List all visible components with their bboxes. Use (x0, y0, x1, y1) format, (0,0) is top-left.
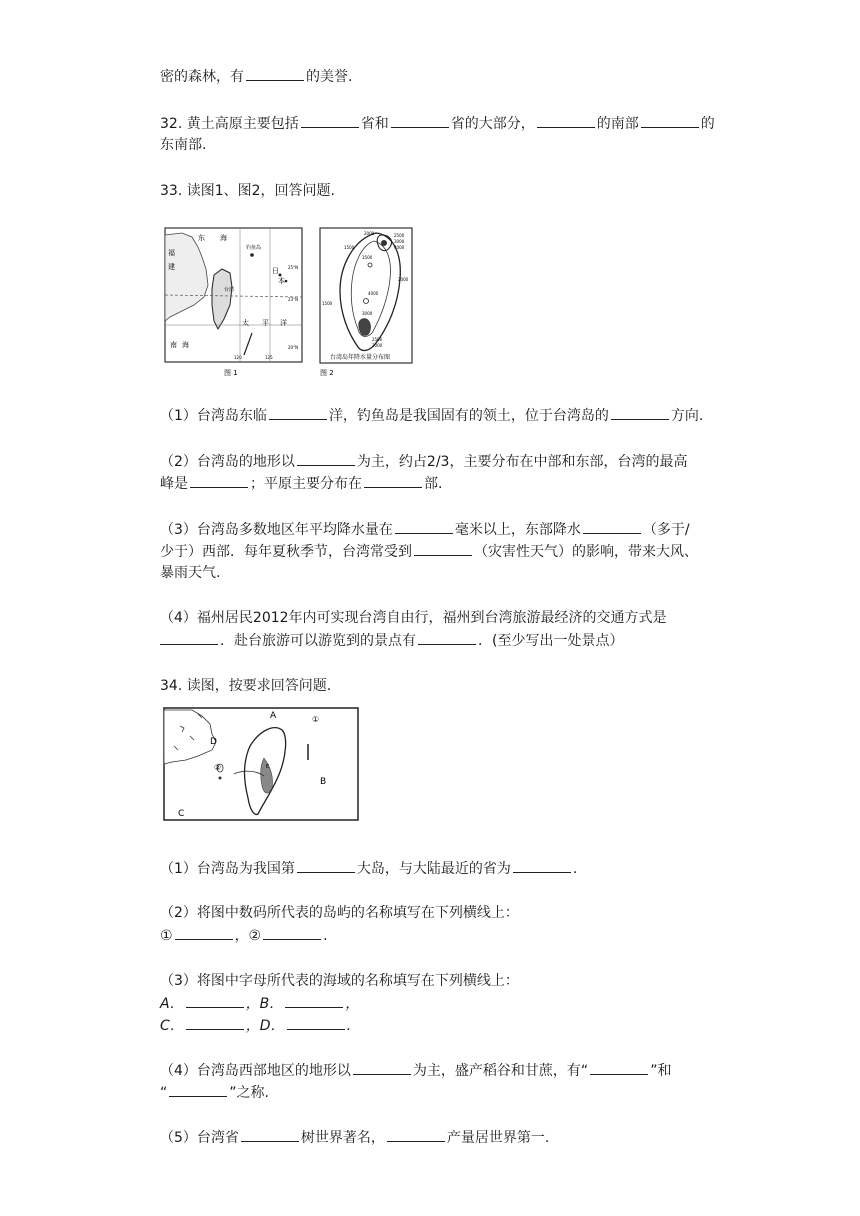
contour-label: 2500 (394, 233, 405, 238)
text: （4）台湾岛西部地区的地形以 (160, 1063, 351, 1079)
text: （3）台湾岛多数地区年平均降水量在 (160, 522, 393, 538)
text-line (160, 1015, 351, 1036)
answer-blank[interactable] (611, 405, 669, 420)
text: ，② (234, 928, 262, 944)
text: 34. 读图，按要求回答问题. (160, 678, 332, 694)
text: 少于）西部．每年夏秋季节，台湾常受到 (160, 544, 412, 560)
grid-label: 120 (234, 355, 242, 360)
text: 省和 (360, 116, 389, 132)
answer-blank[interactable] (364, 473, 422, 488)
text: 洋，钓鱼岛是我国固有的领土，位于台湾岛的 (328, 408, 609, 424)
text: 密的森林，有 (160, 69, 244, 85)
answer-blank[interactable] (590, 1060, 648, 1075)
map-label: 台湾 (224, 287, 235, 293)
text-line (160, 541, 698, 562)
text: 大岛，与大陆最近的省为 (356, 861, 511, 877)
map-label: 建 (168, 263, 175, 271)
map-title: 台湾岛年降水量分布图 (330, 354, 391, 361)
map-label: 钓鱼岛 (246, 245, 262, 251)
contour-label: 2500 (372, 337, 383, 342)
answer-blank[interactable] (513, 858, 571, 873)
text: 的 (700, 116, 715, 132)
question-33-3 (160, 519, 690, 540)
map-number-2: ② (214, 763, 222, 772)
answer-blank[interactable] (583, 519, 641, 534)
text: . (346, 1018, 352, 1034)
text: 东南部. (160, 137, 207, 153)
question-34-title (160, 676, 331, 696)
text: （灾害性天气）的影响，带来大风、 (474, 544, 698, 560)
grid-label: 23°N (288, 297, 299, 302)
answer-blank[interactable] (186, 993, 244, 1008)
text: （5）台湾省 (160, 1130, 239, 1146)
text-line (160, 563, 220, 583)
text: 为主，盛产稻谷和甘蔗，有“ (412, 1063, 589, 1079)
map-label: 本 (278, 277, 285, 285)
answer-blank[interactable] (387, 1127, 445, 1142)
question-33-4 (160, 608, 667, 628)
text: ；平原主要分布在 (250, 476, 362, 492)
answer-blank[interactable] (395, 519, 453, 534)
question-34-5 (160, 1127, 549, 1148)
map-label: 福 (168, 249, 175, 257)
text: 为主，约占2/3，主要分布在中部和东部，台湾的最高 (356, 454, 688, 470)
contour-label: 2000 (372, 343, 383, 348)
answer-blank[interactable] (301, 113, 359, 128)
figure-caption: 图 2 (320, 369, 334, 377)
text: ．(至少写出一处景点） (478, 633, 624, 649)
text: 33. 读图1、图2，回答问题. (160, 183, 335, 199)
contour-label: 4000 (394, 245, 405, 250)
answer-blank[interactable] (263, 925, 321, 940)
text: A． (160, 996, 184, 1012)
answer-blank[interactable] (297, 451, 355, 466)
answer-blank[interactable] (414, 541, 472, 556)
map-letter-d: D (210, 737, 217, 747)
map-label: 海 (182, 341, 189, 349)
text: 省的大部分， (450, 116, 535, 132)
map-letter-a: A (270, 711, 277, 721)
text: 暴雨天气. (160, 565, 221, 581)
answer-blank[interactable] (175, 925, 233, 940)
answer-blank[interactable] (353, 1060, 411, 1075)
answer-blank[interactable] (241, 1127, 299, 1142)
answer-blank[interactable] (246, 66, 304, 81)
text: ”和 (650, 1063, 672, 1079)
question-33-title (160, 181, 335, 201)
text-line (160, 66, 352, 87)
answer-blank[interactable] (297, 858, 355, 873)
text: （4）福州居民2012年内可实现台湾自由行，福州到台湾旅游最经济的交通方式是 (160, 610, 667, 626)
question-34-2 (160, 903, 519, 923)
answer-blank[interactable] (186, 1015, 244, 1030)
text: 产量居世界第一. (446, 1130, 550, 1146)
figure-caption: 图 1 (224, 369, 238, 377)
figure-1-taiwan-location-map (162, 225, 312, 380)
text: ．赴台旅游可以游览到的景点有 (220, 633, 416, 649)
island-dot (219, 777, 222, 780)
grid-label: 25°N (288, 265, 299, 270)
text: ① (160, 928, 173, 944)
map-number-1: ① (312, 715, 320, 724)
answer-blank[interactable] (269, 405, 327, 420)
answer-blank[interactable] (285, 993, 343, 1008)
answer-blank[interactable] (537, 113, 595, 128)
text: . (323, 928, 328, 944)
text: ， (345, 996, 360, 1012)
question-34-4 (160, 1060, 671, 1081)
text: 峰是 (160, 476, 188, 492)
text: 32. 黄土高原主要包括 (160, 116, 299, 132)
question-34-3 (160, 971, 519, 991)
map-letter-c: C (178, 809, 185, 819)
contour-label: 1500 (322, 301, 333, 306)
ryukyu-islands-marker (285, 280, 288, 283)
map-label: 海 (220, 234, 227, 242)
text-line (160, 925, 328, 946)
rainfall-peak (381, 240, 387, 246)
answer-blank[interactable] (641, 113, 699, 128)
answer-blank[interactable] (169, 1082, 227, 1097)
text-line (160, 630, 623, 651)
map-letter-b: B (320, 777, 327, 787)
text: （2）台湾岛的地形以 (160, 454, 295, 470)
contour-label: 3000 (394, 239, 405, 244)
question-33-2 (160, 451, 687, 472)
map-label: 平 (262, 319, 269, 327)
grid-label: 20°N (288, 345, 299, 350)
contour-label: 4000 (368, 291, 379, 296)
text: 方向. (670, 408, 704, 424)
text: 的美誉. (306, 69, 353, 85)
figure-2-rainfall-map (318, 225, 418, 380)
text: 的南部 (596, 116, 639, 132)
question-32-line (160, 113, 715, 134)
map-letter-e: E (266, 764, 270, 770)
contour-label: 1500 (344, 245, 355, 250)
text: C． (160, 1018, 184, 1034)
map-label: 日 (272, 267, 279, 275)
text: . (572, 861, 578, 877)
text-line (160, 1082, 269, 1103)
map-label: 东 (198, 234, 205, 242)
answer-blank[interactable] (391, 113, 449, 128)
contour-label: 1500 (362, 255, 373, 260)
grid-label: 125 (265, 355, 273, 360)
answer-blank[interactable] (287, 1015, 345, 1030)
text-line (160, 473, 442, 494)
text: “ (160, 1085, 168, 1101)
map-label: 太 (242, 319, 249, 327)
answer-blank[interactable] (160, 630, 218, 645)
contour-label: 2000 (364, 231, 375, 236)
text-line (160, 993, 359, 1014)
diaoyu-island-marker (250, 253, 254, 257)
map-label: 洋 (280, 319, 287, 327)
text: ，D． (245, 1018, 285, 1034)
contour-label: 2000 (398, 277, 409, 282)
question-34-1 (160, 858, 577, 879)
contour-label: 3000 (362, 311, 373, 316)
answer-blank[interactable] (190, 473, 248, 488)
figure-3-taiwan-map (162, 706, 362, 822)
text: 树世界著名， (300, 1130, 385, 1146)
text: （2）将图中数码所代表的岛屿的名称填写在下列横线上： (160, 905, 519, 921)
text: 部. (424, 476, 443, 492)
text: （1）台湾岛为我国第 (160, 861, 295, 877)
text: （1）台湾岛东临 (160, 408, 267, 424)
text: （多于/ (642, 522, 690, 538)
text: （3）将图中字母所代表的海域的名称填写在下列横线上： (160, 973, 519, 989)
text: ，B． (245, 996, 284, 1012)
answer-blank[interactable] (418, 630, 476, 645)
text-line (160, 135, 206, 155)
question-33-1 (160, 405, 703, 426)
text: ”之称. (229, 1085, 269, 1101)
text: 毫米以上，东部降水 (454, 522, 581, 538)
map-label: 南 (170, 341, 177, 349)
